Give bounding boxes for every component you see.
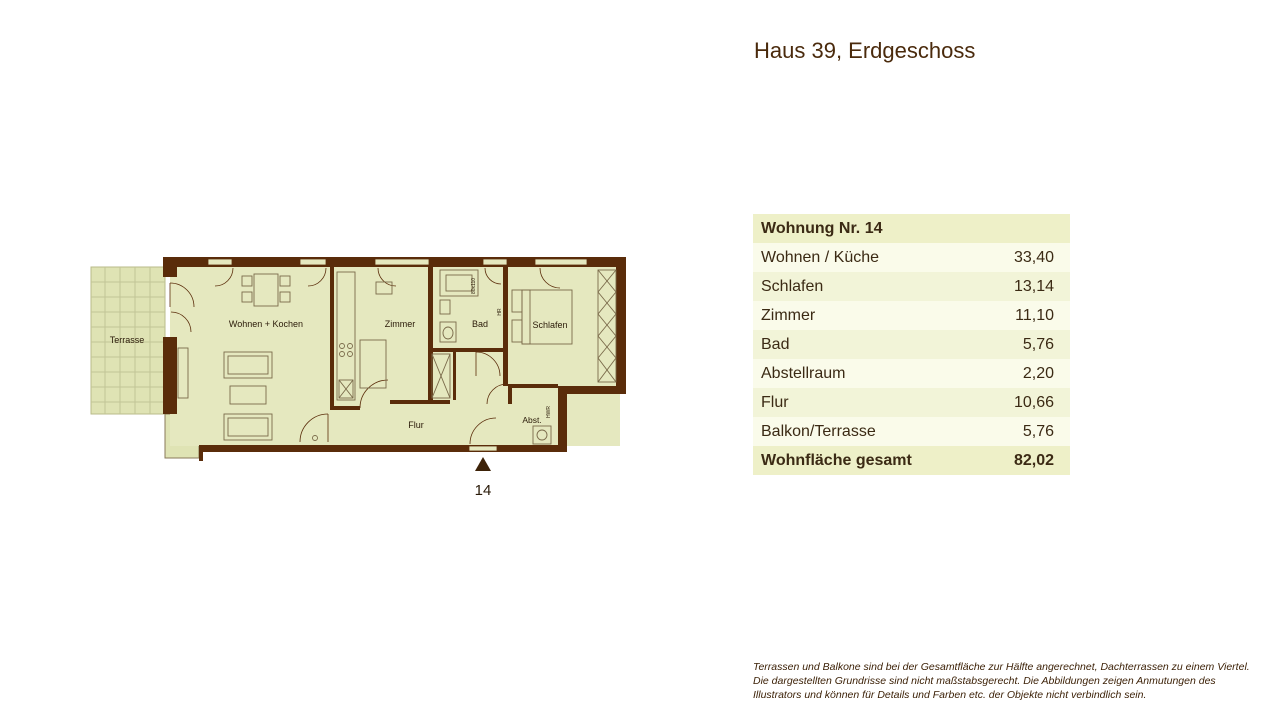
row-value: 2,20 (982, 359, 1070, 388)
room-label-flur: Flur (408, 420, 424, 430)
room-label-zimmer: Zimmer (384, 319, 416, 329)
row-value: 13,14 (982, 272, 1070, 301)
total-label: Wohnfläche gesamt (753, 446, 982, 475)
row-value: 11,10 (982, 301, 1070, 330)
hwr-label: HWR (546, 406, 552, 418)
row-label: Bad (753, 330, 982, 359)
footnote-line: Die dargestellten Grundrisse sind nicht maßstabsgerecht. Die Abbildungen zeigen Anmutungen des (753, 675, 1216, 687)
row-label: Abstellraum (753, 359, 982, 388)
room-label-terrasse: Terrasse (109, 335, 145, 345)
row-value: 5,76 (982, 417, 1070, 446)
footnote-line: Illustrators und können für Details und Farben etc. der Objekte nicht verbindlich sein. (753, 689, 1147, 701)
entrance-arrow-icon (475, 457, 491, 471)
row-value: 5,76 (982, 330, 1070, 359)
footnote-line: Terrassen und Balkone sind bei der Gesamtfläche zur Hälfte angerechnet, Dachterrassen zu einem Viertel. (753, 661, 1250, 673)
table-row (753, 272, 1070, 301)
room-label-wohnen: Wohnen + Kochen (228, 319, 304, 329)
table-row (753, 301, 1070, 330)
row-label: Wohnen / Küche (753, 243, 982, 272)
table-row (753, 417, 1070, 446)
table-row (753, 359, 1070, 388)
row-label: Flur (753, 388, 982, 417)
table-heading: Wohnung Nr. 14 (753, 214, 1070, 243)
room-label-abst: Abst. (522, 415, 542, 425)
row-value: 10,66 (982, 388, 1070, 417)
row-label: Balkon/Terrasse (753, 417, 982, 446)
room-label-schlafen: Schlafen (532, 320, 568, 330)
window-size-label: 80x110 (471, 277, 477, 295)
floor-plan (0, 0, 640, 520)
table-heading-row (753, 214, 1070, 243)
footnote (753, 660, 1273, 702)
table-row (753, 330, 1070, 359)
area-table (753, 214, 1070, 475)
page-title: Haus 39, Erdgeschoss (754, 38, 976, 63)
row-value: 33,40 (982, 243, 1070, 272)
total-value: 82,02 (982, 446, 1070, 475)
room-label-bad: Bad (471, 319, 489, 329)
row-label: Schlafen (753, 272, 982, 301)
table-row (753, 243, 1070, 272)
table-row (753, 388, 1070, 417)
entrance-number: 14 (474, 482, 492, 499)
row-label: Zimmer (753, 301, 982, 330)
table-total-row (753, 446, 1070, 475)
hr-label: HR (497, 308, 503, 316)
